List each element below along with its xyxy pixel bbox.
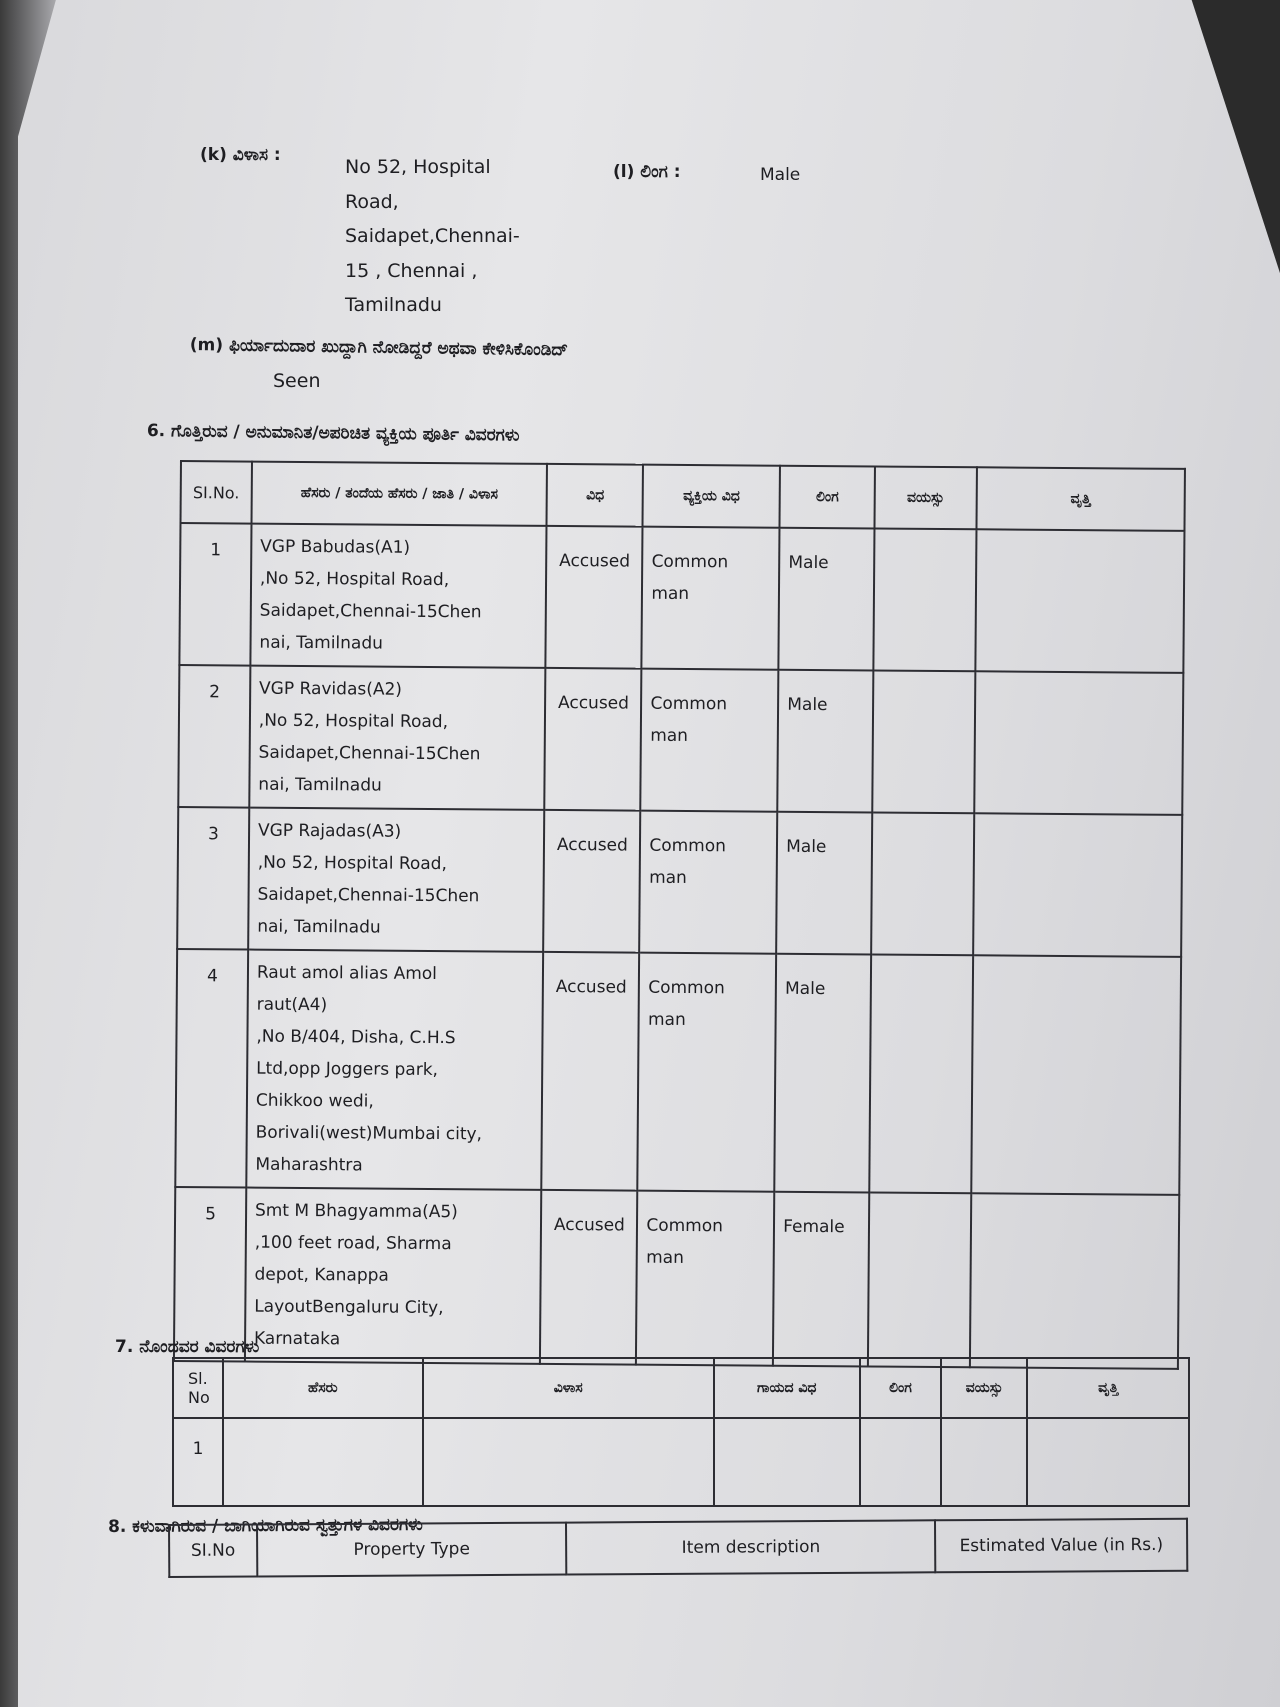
col-header-person-type: ವ್ಯಕ್ತಿಯ ವಿಧ: [643, 465, 780, 528]
victim-header-gender: ಲಿಂಗ: [860, 1358, 942, 1418]
accused-age: [871, 812, 974, 955]
address-line: 15 , Chennai ,: [345, 259, 478, 282]
accused-gender: Male: [774, 954, 871, 1193]
gender-label: (l) ಲಿಂಗ :: [613, 162, 681, 182]
accused-sl-no: 4: [175, 949, 248, 1188]
property-header-description: Item description: [566, 1520, 936, 1574]
col-header-occupation: ವೃತ್ತಿ: [976, 467, 1185, 531]
accused-age: [872, 670, 975, 813]
col-header-sl-no: SI.No.: [181, 461, 252, 524]
accused-sl-no: 2: [178, 665, 250, 808]
accused-occupation: [970, 1193, 1180, 1369]
victim-header-injury-type: ಗಾಯದ ವಿಧ: [714, 1358, 860, 1418]
accused-age: [868, 1192, 971, 1367]
accused-gender: Male: [776, 812, 872, 955]
victim-occupation: [1027, 1418, 1189, 1506]
victim-sl-no: 1: [173, 1418, 223, 1506]
accused-type: Accused: [542, 952, 640, 1191]
accused-type: Accused: [545, 668, 642, 811]
address-label: (k) ವಿಳಾಸ :: [200, 145, 281, 165]
accused-person-type: Common man: [640, 811, 778, 954]
victim-age: [941, 1418, 1027, 1506]
accused-person-type: Common man: [642, 527, 780, 670]
victim-name: [223, 1418, 423, 1506]
accused-person-type: Common man: [638, 953, 777, 1192]
victim-header-occupation: ವೃತ್ತಿ: [1027, 1358, 1189, 1418]
table-row: [173, 1418, 1189, 1506]
accused-occupation: [974, 671, 1183, 815]
accused-sl-no: 1: [179, 523, 251, 666]
accused-gender: Female: [773, 1192, 869, 1367]
accused-name-address: VGP Rajadas(A3) ,No 52, Hospital Road, Saidapet,Chennai-15Chen nai, Tamilnadu: [248, 808, 545, 952]
victim-injury-type: [714, 1418, 860, 1506]
accused-name-address: VGP Babudas(A1) ,No 52, Hospital Road, Saidapet,Chennai-15Chen nai, Tamilnadu: [250, 524, 547, 668]
accused-occupation: [971, 955, 1181, 1195]
col-header-name-address: ಹೆಸರು / ತಂದೆಯ ಹೆಸರು / ಜಾತಿ / ವಿಳಾಸ: [251, 462, 547, 526]
property-section-heading: 8. ಕಳುವಾಗಿರುವ / ಬಾಗಿಯಾಗಿರುವ ಸ್ವತ್ತುಗಳ ವಿವರಗಳು: [108, 1514, 423, 1537]
accused-age: [873, 528, 976, 671]
victim-header-address: ವಿಳಾಸ: [423, 1358, 714, 1418]
table-row: [174, 1187, 1179, 1369]
col-header-age: ವಯಸ್ಸು: [875, 466, 977, 529]
accused-person-type: Common man: [641, 669, 779, 812]
victim-header-name: ಹೆಸರು: [223, 1358, 423, 1418]
accused-type: Accused: [540, 1190, 637, 1365]
accused-person-type: Common man: [636, 1191, 774, 1366]
accused-age: [869, 954, 973, 1193]
accused-details-table: [173, 460, 1186, 1370]
address-line: No 52, Hospital: [345, 156, 491, 178]
property-header-sl-no: SI.No: [169, 1524, 257, 1577]
table-row: [175, 949, 1181, 1195]
accused-name-address: VGP Ravidas(A2) ,No 52, Hospital Road, Saidapet,Chennai-15Chen nai, Tamilnadu: [249, 666, 546, 810]
col-header-gender: ಲಿಂಗ: [780, 466, 875, 529]
victims-section-heading: 7. ನೊಂದವರ ವಿವರಗಳು: [115, 1337, 260, 1357]
victim-header-sl-no: Sl. No: [173, 1358, 223, 1418]
accused-type: Accused: [546, 526, 643, 669]
property-header-type: Property Type: [257, 1523, 567, 1577]
address-line: Road,: [345, 190, 399, 213]
table-row: [177, 807, 1182, 957]
table-row: [179, 523, 1184, 673]
property-header-value: Estimated Value (in Rs.): [935, 1519, 1187, 1573]
address-line: Tamilnadu: [345, 294, 442, 316]
seen-or-heard-label: (m) ಫಿರ್ಯಾದುದಾರ ಖುದ್ದಾಗಿ ನೋಡಿದ್ದರೆ ಅಥವಾ ಕೇಳಿಸಿಕೊಂಡಿದ್: [189, 335, 569, 361]
accused-gender: Male: [779, 528, 875, 671]
col-header-type: ವಿಧ: [547, 464, 643, 527]
property-table: [168, 1518, 1188, 1578]
accused-section-heading: 6. ಗೊತ್ತಿರುವ / ಅನುಮಾನಿತ/ಅಪರಿಚಿತ ವ್ಯಕ್ತಿಯ ಪೂರ್ತಿ ವಿವರಗಳು: [146, 421, 520, 446]
gender-value: Male: [760, 165, 801, 185]
victim-gender: [860, 1418, 942, 1506]
accused-occupation: [973, 813, 1182, 957]
seen-or-heard-value: Seen: [273, 370, 321, 392]
accused-type: Accused: [544, 810, 641, 953]
accused-name-address: Raut amol alias Amol raut(A4) ,No B/404, Disha, C.H.S Ltd,opp Joggers park, Chikkoo wedi, Borivali(west)Mumbai city, Maharashtra: [246, 950, 543, 1190]
accused-name-address: Smt M Bhagyamma(A5) ,100 feet road, Sharma depot, Kanappa LayoutBengaluru City, Karnataka: [245, 1188, 542, 1364]
address-value: [345, 150, 520, 323]
address-line: Saidapet,Chennai-: [345, 225, 520, 247]
victim-header-age: ವಯಸ್ಸು: [941, 1358, 1027, 1418]
accused-occupation: [975, 529, 1184, 673]
accused-sl-no: 3: [177, 807, 249, 950]
table-row: [178, 665, 1183, 815]
victim-address: [423, 1418, 714, 1506]
victims-table: [172, 1357, 1190, 1507]
accused-gender: Male: [777, 670, 873, 813]
accused-sl-no: 5: [174, 1187, 246, 1362]
